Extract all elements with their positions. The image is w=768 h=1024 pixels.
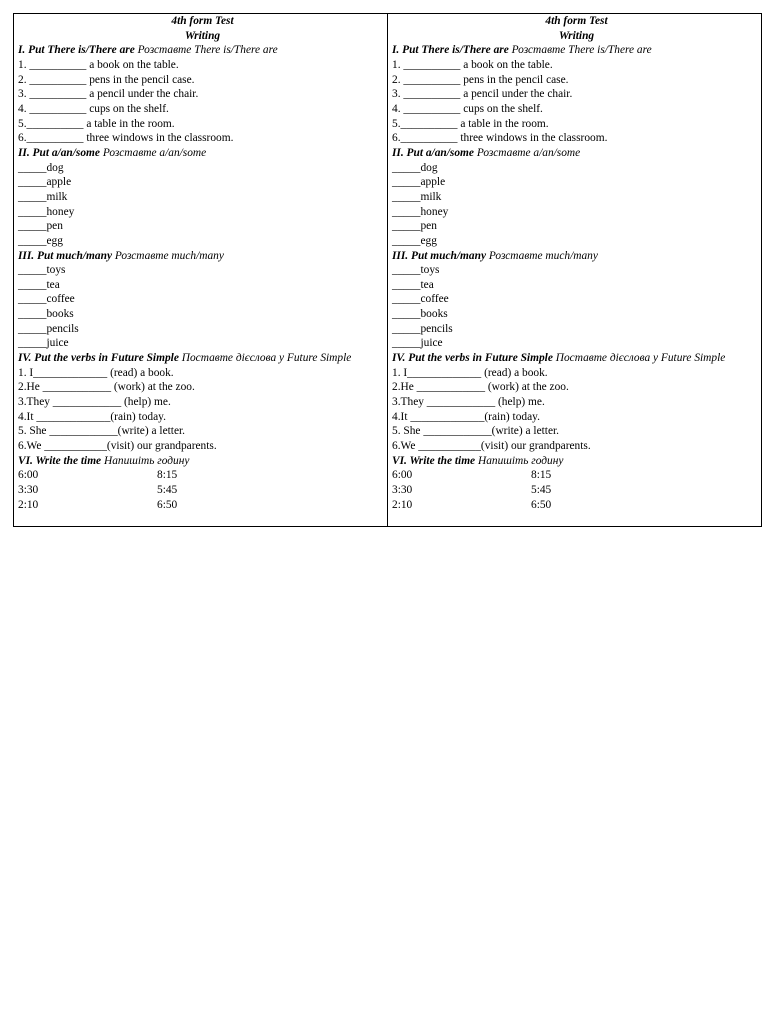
time-row <box>392 483 761 498</box>
section-heading <box>18 249 387 264</box>
section-heading-ua: Розставте a/an/some <box>473 146 581 159</box>
time-section <box>392 454 761 513</box>
time-value: 6:00 <box>18 469 39 482</box>
time-row <box>18 498 387 513</box>
exercise-line: 2. __________ pens in the pencil case. <box>18 73 195 86</box>
sections-container <box>18 43 387 453</box>
exercise-line: _____toys <box>18 264 66 277</box>
time-value: 6:50 <box>531 498 552 511</box>
section-heading-en: VI. Write the time <box>18 454 102 467</box>
exercise-line: _____pencils <box>392 322 453 335</box>
exercise-line: 1. __________ a book on the table. <box>18 58 179 71</box>
exercise-section <box>18 43 387 146</box>
exercise-line: 3. __________ a pencil under the chair. <box>18 88 199 101</box>
exercise-line: 5.__________ a table in the room. <box>392 117 549 130</box>
exercise-line: _____coffee <box>18 293 75 306</box>
exercise-line: 5.__________ a table in the room. <box>18 117 175 130</box>
time-value: 5:45 <box>531 484 552 496</box>
section-heading <box>18 43 387 58</box>
section-heading-en: III. Put much/many <box>18 249 112 262</box>
exercise-line: 6.__________ three windows in the classroom. <box>392 132 608 145</box>
exercise-line: _____pen <box>18 220 63 233</box>
exercise-line: _____milk <box>392 190 442 203</box>
time-value: 2:10 <box>18 498 39 511</box>
exercise-line: _____coffee <box>392 293 449 306</box>
exercise-section <box>18 249 387 352</box>
section-heading-en: II. Put a/an/some <box>18 146 100 159</box>
exercise-line: _____books <box>18 308 74 321</box>
exercise-line: _____dog <box>392 161 438 174</box>
exercise-section <box>18 351 387 454</box>
exercise-section <box>18 146 387 249</box>
time-section <box>18 454 387 513</box>
section-heading <box>18 351 387 366</box>
section-heading-en: I. Put There is/There are <box>392 44 509 57</box>
time-row <box>392 498 761 513</box>
section-heading-ua: Поставте дієслова у Future Simple <box>178 352 352 365</box>
exercise-line: 4.It _____________(rain) today. <box>18 410 166 423</box>
exercise-line: _____apple <box>392 176 446 189</box>
exercise-line: 5. She ____________(write) a letter. <box>392 425 560 438</box>
exercise-line: _____honey <box>392 205 449 218</box>
exercise-line: _____pencils <box>18 322 79 335</box>
time-rows <box>392 468 761 512</box>
section-heading-en: III. Put much/many <box>392 249 486 262</box>
section-heading-ua: Розставте There is/There are <box>134 44 278 57</box>
section-heading-en: IV. Put the verbs in Future Simple <box>18 352 179 365</box>
test-subtitle: Writing <box>184 29 221 42</box>
time-row <box>392 468 761 483</box>
section-heading-ua: Розставте There is/There are <box>508 44 652 57</box>
exercise-line: _____books <box>392 308 448 321</box>
section-heading <box>18 146 387 161</box>
section-heading-ua: Напишіть годину <box>101 454 190 467</box>
time-value: 3:30 <box>18 484 39 496</box>
test-subtitle: Writing <box>558 29 595 42</box>
section-heading-ua: Розставте much/many <box>486 249 598 262</box>
section-heading-en: IV. Put the verbs in Future Simple <box>392 352 553 365</box>
exercise-line: 6.__________ three windows in the classroom. <box>18 132 234 145</box>
exercise-line: _____juice <box>392 337 443 350</box>
test-sheet-table <box>13 13 762 527</box>
test-title: 4th form Test <box>171 15 234 27</box>
exercise-line: 1. I_____________ (read) a book. <box>392 366 548 379</box>
exercise-line: 3. __________ a pencil under the chair. <box>392 88 573 101</box>
exercise-line: 6.We ___________(visit) our grandparents. <box>392 440 591 453</box>
test-column-left <box>14 14 388 527</box>
exercise-line: _____egg <box>392 234 437 247</box>
section-heading-en: VI. Write the time <box>392 454 476 467</box>
exercise-line: _____egg <box>18 234 63 247</box>
exercise-line: 4. __________ cups on the shelf. <box>18 102 169 115</box>
exercise-line: _____toys <box>392 264 440 277</box>
time-row <box>18 468 387 483</box>
section-heading <box>392 351 761 366</box>
exercise-line: _____tea <box>392 278 434 291</box>
exercise-line: _____milk <box>18 190 68 203</box>
section-heading <box>392 249 761 264</box>
time-rows <box>18 468 387 512</box>
section-heading-en: II. Put a/an/some <box>392 146 474 159</box>
section-heading-ua: Розставте a/an/some <box>99 146 207 159</box>
section-heading <box>392 43 761 58</box>
exercise-section <box>392 43 761 146</box>
exercise-line: _____honey <box>18 205 75 218</box>
sections-container <box>392 43 761 453</box>
time-value: 2:10 <box>392 498 413 511</box>
exercise-line: _____juice <box>18 337 69 350</box>
section-heading-ua: Розставте much/many <box>112 249 224 262</box>
exercise-line: 2.He ____________ (work) at the zoo. <box>18 381 195 394</box>
exercise-line: 6.We ___________(visit) our grandparents. <box>18 440 217 453</box>
time-value: 5:45 <box>157 484 178 496</box>
exercise-line: 3.They ____________ (help) me. <box>392 396 545 409</box>
section-heading <box>18 454 387 469</box>
exercise-line: 2.He ____________ (work) at the zoo. <box>392 381 569 394</box>
section-heading <box>392 454 761 469</box>
section-heading-ua: Поставте дієслова у Future Simple <box>552 352 726 365</box>
test-title: 4th form Test <box>545 15 608 27</box>
time-value: 8:15 <box>157 469 178 482</box>
time-value: 8:15 <box>531 469 552 482</box>
time-row <box>18 483 387 498</box>
exercise-line: 4.It _____________(rain) today. <box>392 410 540 423</box>
exercise-line: _____pen <box>392 220 437 233</box>
exercise-line: 1. I_____________ (read) a book. <box>18 366 174 379</box>
time-value: 6:00 <box>392 469 413 482</box>
exercise-line: 2. __________ pens in the pencil case. <box>392 73 569 86</box>
test-column-right <box>388 14 762 527</box>
exercise-section <box>392 249 761 352</box>
section-heading-en: I. Put There is/There are <box>18 44 135 57</box>
section-heading <box>392 146 761 161</box>
exercise-section <box>392 146 761 249</box>
time-value: 6:50 <box>157 498 178 511</box>
exercise-line: _____dog <box>18 161 64 174</box>
exercise-line: 5. She ____________(write) a letter. <box>18 425 186 438</box>
section-heading-ua: Напишіть годину <box>475 454 564 467</box>
exercise-section <box>392 351 761 454</box>
exercise-line: 3.They ____________ (help) me. <box>18 396 171 409</box>
exercise-line: 1. __________ a book on the table. <box>392 58 553 71</box>
exercise-line: _____apple <box>18 176 72 189</box>
exercise-line: _____tea <box>18 278 60 291</box>
time-value: 3:30 <box>392 484 413 496</box>
exercise-line: 4. __________ cups on the shelf. <box>392 102 543 115</box>
